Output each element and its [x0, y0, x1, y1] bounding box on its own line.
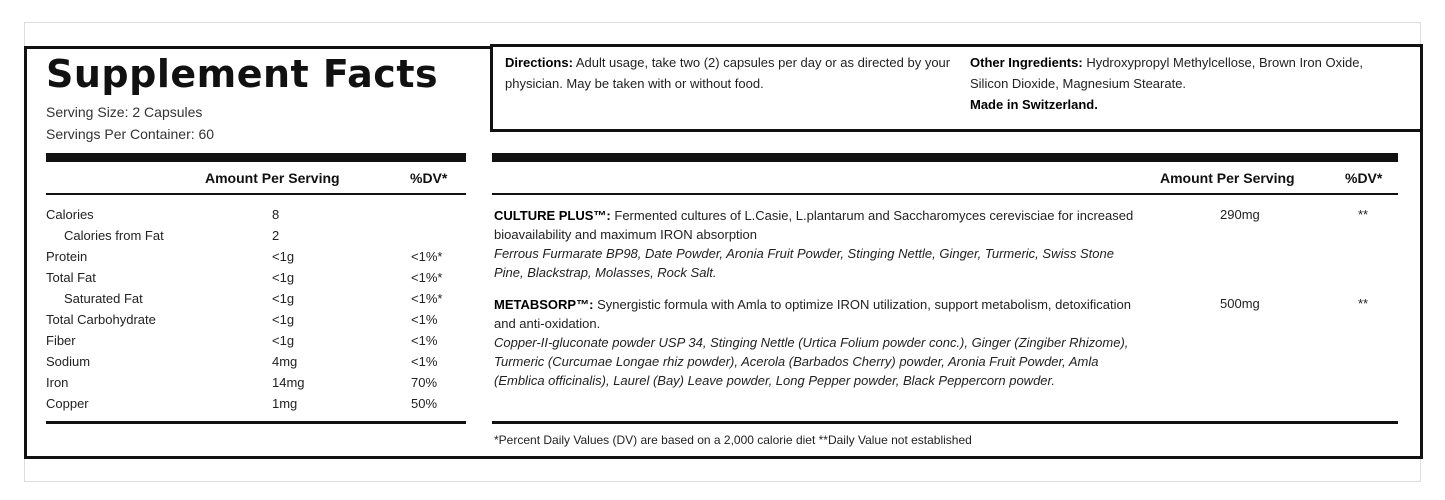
blend-description: Fermented cultures of L.Casie, L.plantarum and Saccharomyces cerevisciae for increased bioavailability and maximum IRON absorption	[494, 208, 1134, 242]
nutrient-amount: 1mg	[272, 396, 298, 411]
nutrient-amount: <1g	[272, 312, 295, 327]
nutrient-amount: 14mg	[272, 375, 305, 390]
thick-divider-left	[46, 153, 466, 162]
nutrient-dv: 50%	[411, 396, 438, 411]
thick-divider-right	[492, 153, 1398, 162]
thin-divider-right	[492, 193, 1398, 195]
nutrient-amount: 8	[272, 207, 280, 222]
blend-amount: 500mg	[1220, 296, 1260, 311]
nutrient-amount: 4mg	[272, 354, 298, 369]
nutrient-name: Calories	[46, 207, 94, 222]
nutrient-dv: <1%	[411, 354, 438, 369]
servings-per-container: Servings Per Container: 60	[46, 126, 215, 142]
blend-name: METABSORP™:	[494, 297, 594, 312]
serving-size: Serving Size: 2 Capsules	[46, 104, 203, 120]
bottom-divider-right	[492, 421, 1398, 424]
col-dv-left: %DV*	[410, 170, 448, 186]
col-amount-right: Amount Per Serving	[1160, 170, 1295, 186]
col-amount-left: Amount Per Serving	[205, 170, 340, 186]
nutrient-name: Total Carbohydrate	[46, 312, 156, 327]
directions-text	[505, 52, 955, 94]
nutrient-dv: <1%*	[411, 249, 443, 264]
blend-ingredients: Ferrous Furmarate BP98, Date Powder, Aronia Fruit Powder, Stinging Nettle, Ginger, Turmeric, Swiss Stone Pine, Blackstrap, Molasses, Rock Salt.	[494, 246, 1114, 280]
nutrient-amount: <1g	[272, 249, 295, 264]
nutrient-dv: <1%*	[411, 291, 443, 306]
nutrient-amount: <1g	[272, 270, 295, 285]
nutrient-dv: 70%	[411, 375, 438, 390]
blend-dv: **	[1358, 296, 1369, 311]
panel-title: Supplement Facts	[46, 52, 439, 96]
nutrient-name: Iron	[46, 375, 69, 390]
origin-text: Made in Switzerland.	[970, 97, 1098, 112]
other-ingredients-text	[970, 52, 1400, 115]
directions-body: Adult usage, take two (2) capsules per day or as directed by your physician. May be taken with or without food.	[505, 55, 951, 91]
footnote: *Percent Daily Values (DV) are based on a 2,000 calorie diet **Daily Value not established	[494, 433, 972, 447]
directions-label: Directions:	[505, 55, 573, 70]
nutrient-name: Protein	[46, 249, 88, 264]
nutrient-amount: <1g	[272, 333, 295, 348]
blend-dv: **	[1358, 207, 1369, 222]
nutrient-name: Fiber	[46, 333, 76, 348]
blend-description: Synergistic formula with Amla to optimize IRON utilization, support metabolism, detoxification and anti-oxidation.	[494, 297, 1132, 331]
blend-ingredients: Copper-II-gluconate powder USP 34, Stinging Nettle (Urtica Folium powder conc.), Ginger (Zingiber Rhizome), Turmeric (Curcumae Longae rhiz powder), Acerola (Barbados Cherry) powder, Aronia Fruit Powder, Amla (Emblica officinalis), Laurel (Bay) Leave powder, Long Pepper powder, Black Peppercorn powder.	[494, 335, 1129, 388]
nutrient-amount: 2	[272, 228, 280, 243]
nutrient-name: Sodium	[46, 354, 91, 369]
blend-metabsorp	[494, 295, 1144, 390]
nutrient-dv: <1%	[411, 333, 438, 348]
nutrient-name: Calories from Fat	[64, 228, 164, 243]
nutrient-dv: <1%	[411, 312, 438, 327]
blend-name: CULTURE PLUS™:	[494, 208, 611, 223]
other-ingredients-body: Hydroxypropyl Methylcellose, Brown Iron Oxide, Silicon Dioxide, Magnesium Stearate.	[970, 55, 1364, 91]
col-dv-right: %DV*	[1345, 170, 1383, 186]
thin-divider-left	[46, 193, 466, 195]
nutrient-amount: <1g	[272, 291, 295, 306]
blend-amount: 290mg	[1220, 207, 1260, 222]
nutrient-dv: <1%*	[411, 270, 443, 285]
nutrient-name: Total Fat	[46, 270, 96, 285]
nutrient-name: Copper	[46, 396, 89, 411]
nutrient-name: Saturated Fat	[64, 291, 143, 306]
other-ingredients-label: Other Ingredients:	[970, 55, 1083, 70]
bottom-divider-left	[46, 421, 466, 424]
blend-culture-plus	[494, 206, 1144, 282]
